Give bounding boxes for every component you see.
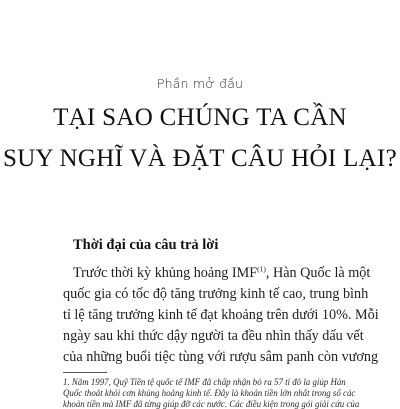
body-line-1: [73, 264, 371, 282]
body-line-3: tỉ lệ tăng trưởng kinh tế đạt khoảng trên dưới 10%. Mỗi: [63, 307, 379, 323]
chapter-title-line-1: TẠI SAO CHÚNG TA CẦN: [53, 104, 347, 131]
section-heading: Thời đại của câu trả lời: [73, 237, 219, 253]
footnote-line-3: khoản tiền mà IMF đã từng giúp đỡ các nước. Các điều kiện trong gói giải cứu của: [63, 399, 360, 409]
body-line-5: của những buổi tiệc tùng với rượu sâm panh còn vương: [63, 349, 379, 365]
body-line-2: quốc gia có tốc độ tăng trưởng kinh tế cao, trung bình: [63, 286, 369, 302]
footnote-line-2: Quốc thoát khỏi cơn khủng hoảng kinh tế. Đây là khoản tiền lớn nhất trong số các: [63, 388, 356, 398]
footnote-line-1: 1. Năm 1997, Quỹ Tiền tệ quốc tế IMF đã chấp nhận bỏ ra 57 tỉ đô la giúp Hàn: [63, 377, 346, 387]
chapter-label: Phần mở đầu: [156, 76, 244, 91]
body-line-1-text: Trước thời kỳ khủng hoảng IMF: [73, 265, 258, 281]
body-line-1-tail: , Hàn Quốc là một: [265, 265, 371, 281]
footnote-reference: (1): [257, 264, 266, 274]
footnote-divider: [63, 372, 107, 373]
chapter-title-line-2: SUY NGHĨ VÀ ĐẶT CÂU HỎI LẠI?: [2, 145, 398, 172]
body-line-4: ngày sau khi thức dậy người ta đều nhìn thấy dấu vết: [63, 328, 364, 344]
